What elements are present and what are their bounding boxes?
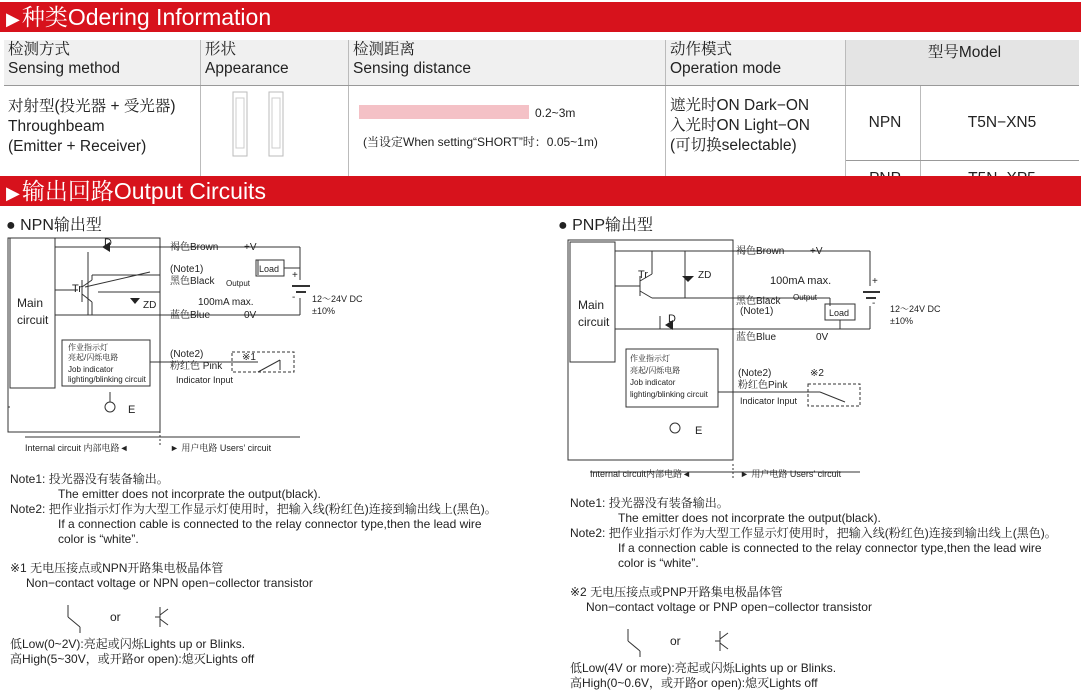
svg-text:D: D: [668, 313, 676, 325]
svg-text:Main: Main: [17, 296, 44, 310]
svg-text:Output: Output: [226, 279, 251, 288]
cell-mode: 遮光时ON Dark−ON 入光时ON Light−ON (可切换selectable): [666, 86, 846, 198]
svg-text:+: +: [872, 276, 878, 287]
npn-model: T5N−XN5: [921, 86, 1080, 161]
svg-text:+V: +V: [810, 246, 823, 257]
triangle-icon: ▶: [6, 9, 20, 29]
triangle-icon: ▶: [6, 183, 20, 203]
svg-text:+: +: [292, 270, 298, 281]
svg-text:12〜24V DC: 12〜24V DC: [890, 304, 941, 314]
pnp-switch-symbols: [620, 621, 820, 657]
svg-text:circuit: circuit: [578, 315, 610, 329]
svg-text:+V: +V: [244, 242, 257, 253]
svg-text:12〜24V DC: 12〜24V DC: [312, 294, 363, 304]
svg-text:(Note1): (Note1): [740, 306, 774, 317]
distance-bar: [349, 86, 661, 160]
svg-text:-: -: [872, 298, 876, 309]
svg-text:※2: ※2: [810, 368, 824, 379]
svg-text:-: -: [292, 292, 296, 303]
section-title: 种类Odering Information: [21, 4, 272, 30]
svg-text:100mA max.: 100mA max.: [770, 275, 832, 287]
svg-text:lighting/blinking circuit: lighting/blinking circuit: [630, 390, 708, 399]
svg-text:黑色Black: 黑色Black: [170, 276, 215, 287]
npn-title: ● NPN输出型: [6, 217, 102, 234]
svg-text:Main: Main: [578, 298, 605, 312]
svg-text:黑色Black: 黑色Black: [736, 296, 781, 307]
svg-text:蓝色Blue: 蓝色Blue: [736, 332, 777, 343]
header-appearance: 形状 Appearance: [201, 40, 349, 86]
svg-text:0V: 0V: [244, 310, 257, 321]
npn-notes: Note1: 投光器没有装备输出。 The emitter does not incorprate the output(black). Note2: 把作业指示灯作为大型工作显示灯使用时，把输入线(粉红色)连接到输出线上(黑色)。 If a connection cable is connected to the relay connector type,then the lead wire color is “white”. ※1 无电压接点或NPN开路集电极晶体管 Non−contact voltage or NPN open−collector transistor or 低Low(0~2V):亮起或闪烁Lights up or Blinks. 高High(5~30V，或开路or open):熄灭Lights off: [10, 472, 497, 666]
cell-method: 对射型(投光器 + 受光器) Throughbeam (Emitter + Receiver): [4, 86, 201, 198]
distance-note: (当设定When setting“SHORT”时：0.05~1m): [363, 135, 598, 149]
svg-text:► 用户电路 Users’ circuit: ► 用户电路 Users’ circuit: [740, 469, 842, 479]
svg-text:E: E: [695, 425, 703, 437]
ordering-table: [4, 40, 1079, 198]
svg-text:E: E: [128, 404, 136, 416]
distance-value: 0.2~3m: [535, 106, 576, 120]
svg-text:(Note2): (Note2): [738, 368, 772, 379]
svg-text:100mA max.: 100mA max.: [198, 297, 254, 308]
svg-text:(Note2): (Note2): [170, 349, 204, 360]
svg-text:±10%: ±10%: [890, 316, 913, 326]
svg-text:circuit: circuit: [17, 313, 49, 327]
svg-text:ZD: ZD: [698, 270, 712, 281]
svg-text:Output: Output: [793, 293, 818, 302]
svg-text:Indicator Input: Indicator Input: [176, 375, 234, 385]
svg-text:or: or: [110, 610, 121, 624]
table-row: [4, 86, 1079, 161]
svg-text:Tr: Tr: [72, 283, 82, 295]
svg-text:蓝色Blue: 蓝色Blue: [170, 310, 211, 321]
table-header-row: [4, 40, 1079, 86]
pnp-title: ● PNP输出型: [558, 217, 654, 234]
svg-text:D: D: [104, 237, 112, 249]
header-model: 型号Model: [846, 40, 1080, 86]
svg-text:±10%: ±10%: [312, 306, 335, 316]
svg-text:作业指示灯: 作业指示灯: [630, 354, 670, 363]
svg-text:褐色Brown: 褐色Brown: [736, 246, 785, 257]
pnp-notes: Note1: 投光器没有装备输出。 The emitter does not incorprate the output(black). Note2: 把作业指示灯作为大型工作显示灯使用时，把输入线(粉红色)连接到输出线上(黑色)。 If a connection cable is connected to the relay connector type,then the lead wire color is “white”. ※2 无电压接点或PNP开路集电极晶体管 Non−contact voltage or PNP open−collector transistor or 低Low(4V or more):亮起或闪烁Lights up or Blinks. 高High(0~0.6V，或开路or open):熄灭Lights off: [570, 496, 1057, 690]
svg-text:0V: 0V: [816, 332, 829, 343]
svg-text:lighting/blinking circuit: lighting/blinking circuit: [68, 375, 146, 384]
npn-label: NPN: [846, 86, 921, 161]
svg-text:Internal circuit内部电路◄: Internal circuit内部电路◄: [590, 469, 691, 479]
header-distance: 检测距离 Sensing distance: [349, 40, 666, 86]
svg-text:粉红色 Pink: 粉红色 Pink: [170, 361, 223, 372]
header-method: 检测方式 Sensing method: [4, 40, 201, 86]
svg-text:Load: Load: [829, 308, 850, 318]
svg-text:褐色Brown: 褐色Brown: [170, 242, 219, 253]
svg-text:Internal circuit 内部电路◄: Internal circuit 内部电路◄: [25, 443, 129, 453]
sensor-pair-image: [201, 86, 344, 160]
svg-text:Load: Load: [259, 264, 280, 274]
svg-text:Tr: Tr: [638, 269, 648, 281]
svg-text:Job indicator: Job indicator: [630, 378, 676, 387]
svg-text:Indicator Input: Indicator Input: [740, 396, 798, 406]
svg-text:Job indicator: Job indicator: [68, 365, 114, 374]
svg-text:亮起/闪烁电路: 亮起/闪烁电路: [68, 353, 119, 362]
svg-text:ZD: ZD: [143, 300, 157, 311]
section-header-ordering: [0, 2, 1081, 32]
svg-text:or: or: [670, 634, 681, 648]
header-mode: 动作模式 Operation mode: [666, 40, 846, 86]
section-header-output: [0, 176, 1081, 206]
svg-text:※1: ※1: [242, 352, 256, 363]
svg-text:作业指示灯: 作业指示灯: [68, 343, 108, 352]
svg-text:粉红色Pink: 粉红色Pink: [738, 380, 788, 391]
section-title: 输出回路Output Circuits: [21, 178, 266, 204]
npn-switch-symbols: [60, 597, 260, 633]
svg-text:► 用户电路 Users’ circuit: ► 用户电路 Users’ circuit: [170, 443, 272, 453]
svg-text:(Note1): (Note1): [170, 264, 204, 275]
svg-text:亮起/闪烁电路: 亮起/闪烁电路: [630, 366, 681, 375]
